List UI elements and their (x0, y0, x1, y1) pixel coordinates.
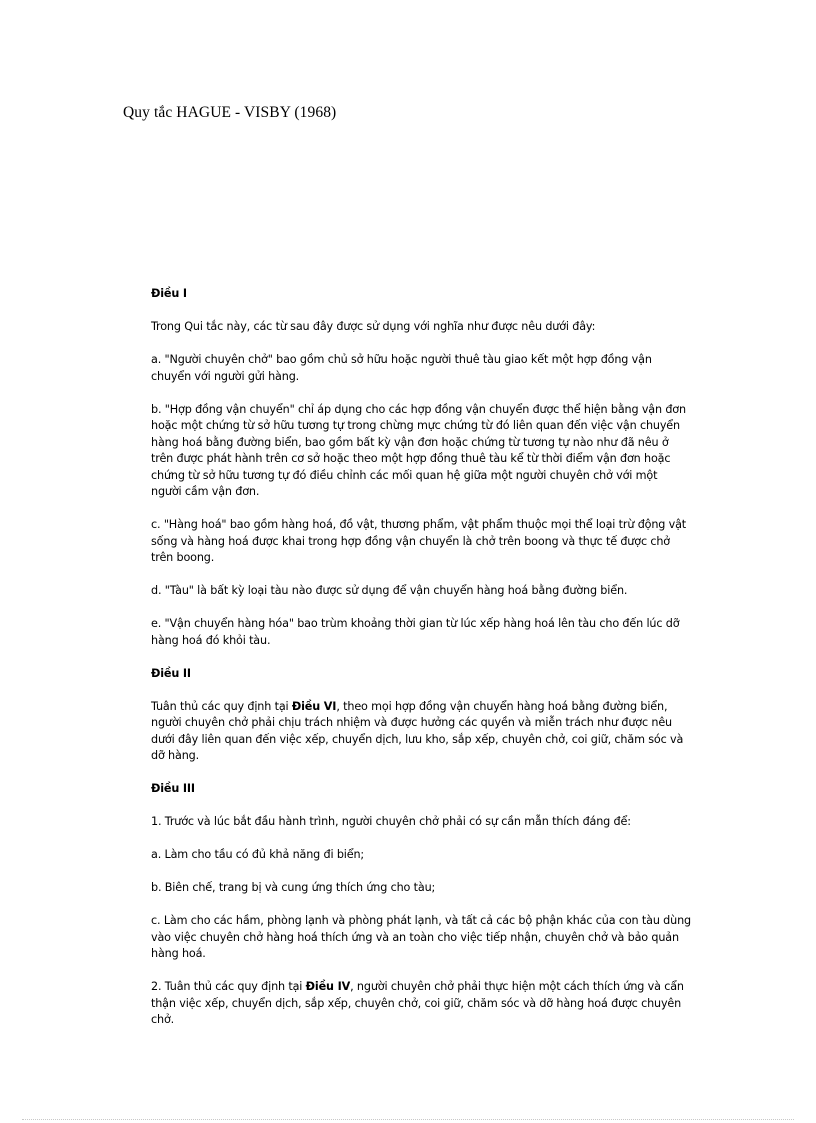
article-2-reference: Điều VI (291, 699, 337, 713)
article-3-para-1: 1. Trước và lúc bắt đầu hành trình, người chuyên chở phải có sự cần mẫn thích đáng để: (151, 815, 631, 828)
article-1-intro: Trong Qui tắc này, các từ sau đây được sử dụng với nghĩa như được nêu dưới đây: (151, 320, 596, 333)
article-1-item-a: a. "Người chuyên chở" bao gồm chủ sở hữu hoặc người thuê tàu giao kết một hợp đồng vận chuyển với người gửi hàng. (151, 353, 652, 383)
article-3-para-2-before: 2. Tuân thủ các quy định tại (151, 980, 306, 993)
document-title: Quy tắc HAGUE - VISBY (1968) (123, 104, 337, 121)
article-3-para-1-c: c. Làm cho các hầm, phòng lạnh và phòng phát lạnh, và tất cả các bộ phận khác của con tàu dùng vào việc chuyên chở hàng hoá thích ứng và an toàn cho việc tiếp nhận, chuyên chở và bảo quản hàng hoá. (151, 914, 691, 960)
article-2-paragraph (151, 699, 691, 765)
article-3-para-2 (151, 979, 691, 1029)
article-2-text-after: , theo mọi hợp đồng vận chuyển hàng hoá bằng đường biển, người chuyên chở phải chịu trách nhiệm và được hưởng các quyền và miễn trách như được nêu dưới đây liên quan đến việc xếp, chuyển dịch, lưu kho, sắp xếp, chuyên chở, coi giữ, chăm sóc và dỡ hàng. (151, 699, 684, 762)
article-1-heading: Điều I (151, 287, 187, 300)
article-1-item-b: b. "Hợp đồng vận chuyển" chỉ áp dụng cho các hợp đồng vận chuyển được thể hiện bằng vận đơn hoặc một chứng từ sở hữu tương tự trong chừng mực chứng từ đó liên quan đến việc vận chuyển hàng hoá bằng đường biển, bao gồm bất kỳ vận đơn hoặc chứng từ tương tự nào như đã nêu ở trên được phát hành trên cơ sở hoặc theo một hợp đồng thuê tàu kể từ thời điểm vận đơn hoặc chứng từ sở hữu tương tự đó điều chỉnh các mối quan hệ giữa một người chuyên chở với một người cầm vận đơn. (151, 402, 686, 498)
document-body (151, 286, 691, 1045)
article-1-item-c: c. "Hàng hoá" bao gồm hàng hoá, đồ vật, thương phẩm, vật phẩm thuộc mọi thể loại trừ động vật sống và hàng hoá được khai trong hợp đồng vận chuyển là chở trên boong và thực tế được chở trên boong. (151, 518, 687, 564)
article-2-text-before: Tuân thủ các quy định tại (151, 699, 292, 713)
article-1-item-d: d. "Tàu" là bất kỳ loại tàu nào được sử dụng để vận chuyển hàng hoá bằng đường biển. (151, 584, 628, 597)
article-3-para-1-b: b. Biên chế, trang bị và cung ứng thích ứng cho tàu; (151, 881, 436, 894)
article-1-item-e: e. "Vận chuyển hàng hóa" bao trùm khoảng thời gian từ lúc xếp hàng hoá lên tàu cho đến lúc dỡ hàng hoá đó khỏi tàu. (151, 617, 680, 647)
article-3-para-1-a: a. Làm cho tầu có đủ khả năng đi biển; (151, 848, 365, 861)
page-bottom-divider (22, 1119, 794, 1120)
article-3-heading: Điều III (151, 782, 195, 795)
article-3-para-2-reference: Điều IV (305, 980, 351, 993)
article-2-heading: Điều II (151, 666, 191, 680)
article-3-para-2-after: , người chuyên chở phải thực hiện một cách thích ứng và cẩn thận việc xếp, chuyển dịch, sắp xếp, chuyên chở, coi giữ, chăm sóc và dỡ hàng hoá được chuyên chở. (151, 980, 684, 1026)
